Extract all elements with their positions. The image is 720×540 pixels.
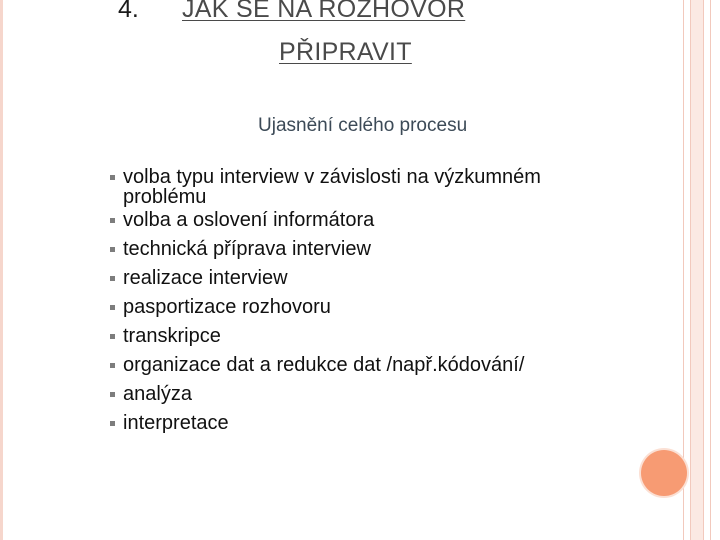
list-item [110, 326, 630, 346]
title-line-1: JAK SE NA ROZHOVOR [182, 0, 466, 23]
list-item [110, 384, 630, 404]
right-decorative-band [691, 0, 703, 540]
bullet-list [110, 167, 630, 442]
list-item-text: technická příprava interview [123, 238, 371, 260]
list-item-text: transkripce [123, 325, 221, 347]
square-bullet-icon [110, 392, 115, 397]
title-line-2: PŘIPRAVIT [279, 38, 412, 66]
list-item [110, 355, 630, 375]
square-bullet-icon [110, 276, 115, 281]
list-item-text: volba typu interview v závislosti na výzkumném [123, 166, 541, 188]
list-item [110, 297, 630, 317]
square-bullet-icon [110, 175, 115, 180]
decorative-rule [710, 0, 711, 540]
list-item-text: volba a oslovení informátora [123, 209, 375, 231]
square-bullet-icon [110, 305, 115, 310]
square-bullet-icon [110, 421, 115, 426]
list-item-text: organizace dat a redukce dat /např.kódování/ [123, 354, 525, 376]
decorative-rule [703, 0, 704, 540]
list-item [110, 210, 630, 230]
orange-circle-icon [641, 450, 687, 496]
list-item-text-continuation: problému [123, 186, 207, 208]
list-item [110, 239, 630, 259]
list-item [110, 167, 630, 207]
decorative-rule [690, 0, 691, 540]
subtitle: Ujasnění celého procesu [258, 115, 468, 136]
list-item-text: pasportizace rozhovoru [123, 296, 331, 318]
list-item-text: analýza [123, 383, 192, 405]
decorative-rule [683, 0, 684, 540]
list-item-text: interpretace [123, 412, 229, 434]
square-bullet-icon [110, 363, 115, 368]
square-bullet-icon [110, 247, 115, 252]
title-number: 4. [118, 0, 139, 23]
list-item [110, 413, 630, 433]
square-bullet-icon [110, 334, 115, 339]
left-edge-rule [0, 0, 3, 540]
square-bullet-icon [110, 218, 115, 223]
list-item-text: realizace interview [123, 267, 288, 289]
list-item [110, 268, 630, 288]
